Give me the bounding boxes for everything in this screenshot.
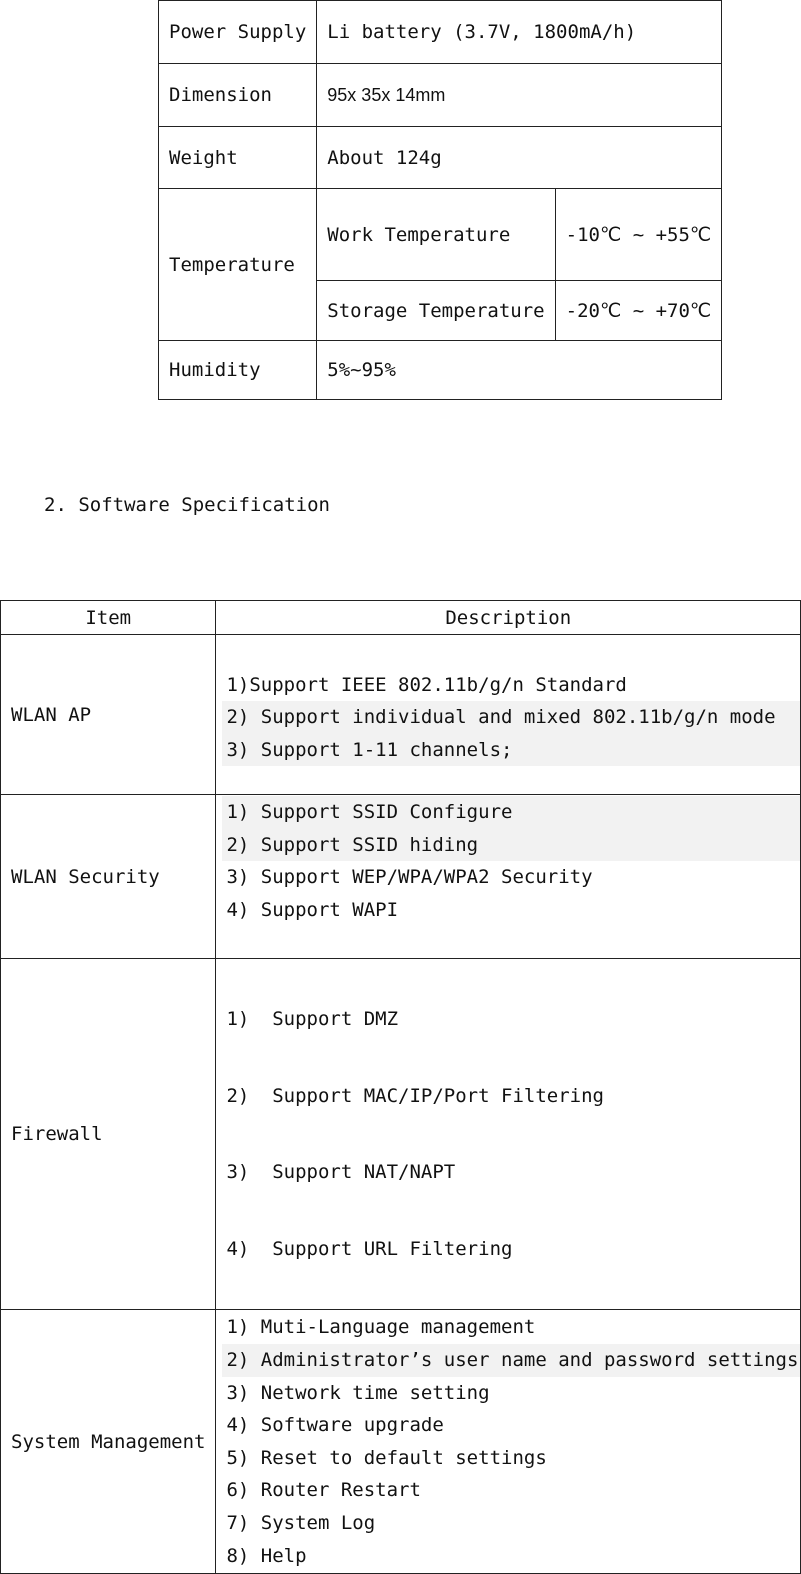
- hardware-spec-table: [158, 0, 722, 400]
- item-wlan-ap: WLAN AP: [1, 635, 216, 795]
- description-wlan-security: [216, 795, 801, 959]
- power-supply-value: Li battery (3.7V, 1800mA/h): [317, 1, 722, 64]
- list-item: 8) Help: [226, 1544, 307, 1567]
- table-header-row: [1, 601, 801, 635]
- item-firewall: Firewall: [1, 959, 216, 1310]
- list-item: 3) Support WEP/WPA/WPA2 Security: [226, 866, 593, 889]
- table-row: [159, 64, 722, 127]
- list-item: 7) System Log: [226, 1511, 376, 1534]
- humidity-label: Humidity: [159, 341, 317, 400]
- list-item: 1) Support SSID Configure: [222, 796, 800, 829]
- table-row-system-management: [1, 1310, 801, 1574]
- list-item: 6) Router Restart: [226, 1479, 421, 1502]
- list-item: 4) Software upgrade: [226, 1414, 444, 1437]
- list-item: 4) Support URL Filtering: [226, 1237, 513, 1260]
- description-wlan-ap: [216, 635, 801, 795]
- header-description: Description: [216, 601, 801, 635]
- storage-temperature-label: Storage Temperature: [317, 281, 555, 341]
- table-row-wlan-security: [1, 795, 801, 959]
- item-wlan-security: WLAN Security: [1, 795, 216, 959]
- list-item: 1)Support IEEE 802.11b/g/n Standard: [226, 673, 627, 696]
- table-row: [159, 127, 722, 189]
- list-item: 3) Network time setting: [226, 1381, 490, 1404]
- list-item: 3) Support 1-11 channels;: [222, 734, 800, 767]
- storage-temperature-value: -20℃ ~ +70℃: [555, 281, 722, 341]
- list-item: 2) Support individual and mixed 802.11b/g/n mode: [222, 701, 800, 734]
- item-system-management: System Management: [1, 1310, 216, 1574]
- list-item: 2) Administrator’s user name and password settings: [222, 1344, 800, 1377]
- list-item: 1) Support DMZ: [226, 1008, 399, 1030]
- list-item: 5) Reset to default settings: [226, 1446, 547, 1469]
- humidity-value: 5%~95%: [317, 341, 722, 400]
- table-row: [159, 189, 722, 281]
- table-row: [159, 341, 722, 400]
- list-item: 1) Muti-Language management: [226, 1316, 536, 1339]
- list-item: 2) Support SSID hiding: [222, 829, 800, 862]
- work-temperature-value: -10℃ ~ +55℃: [555, 189, 722, 281]
- work-temperature-label: Work Temperature: [317, 189, 555, 281]
- feature-list: [216, 959, 800, 1309]
- feature-list: [216, 663, 800, 767]
- table-row-firewall: [1, 959, 801, 1310]
- list-item: 3) Support NAT/NAPT: [226, 1161, 456, 1184]
- dimension-label: Dimension: [159, 64, 317, 127]
- feature-list: [216, 795, 800, 926]
- software-spec-table: [0, 600, 801, 1574]
- table-row-wlan-ap: [1, 635, 801, 795]
- description-system-management: [216, 1310, 801, 1574]
- weight-label: Weight: [159, 127, 317, 189]
- description-firewall: [216, 959, 801, 1310]
- table-row: [159, 1, 722, 64]
- temperature-label: Temperature: [159, 189, 317, 341]
- list-item: 2) Support MAC/IP/Port Filtering: [226, 1084, 604, 1107]
- power-supply-label: Power Supply: [159, 1, 317, 64]
- dimension-value: 95x 35x 14mm: [317, 64, 722, 127]
- header-item: Item: [1, 601, 216, 635]
- weight-value: About 124g: [317, 127, 722, 189]
- section-heading: 2. Software Specification: [44, 494, 330, 516]
- list-item: 4) Support WAPI: [226, 898, 399, 921]
